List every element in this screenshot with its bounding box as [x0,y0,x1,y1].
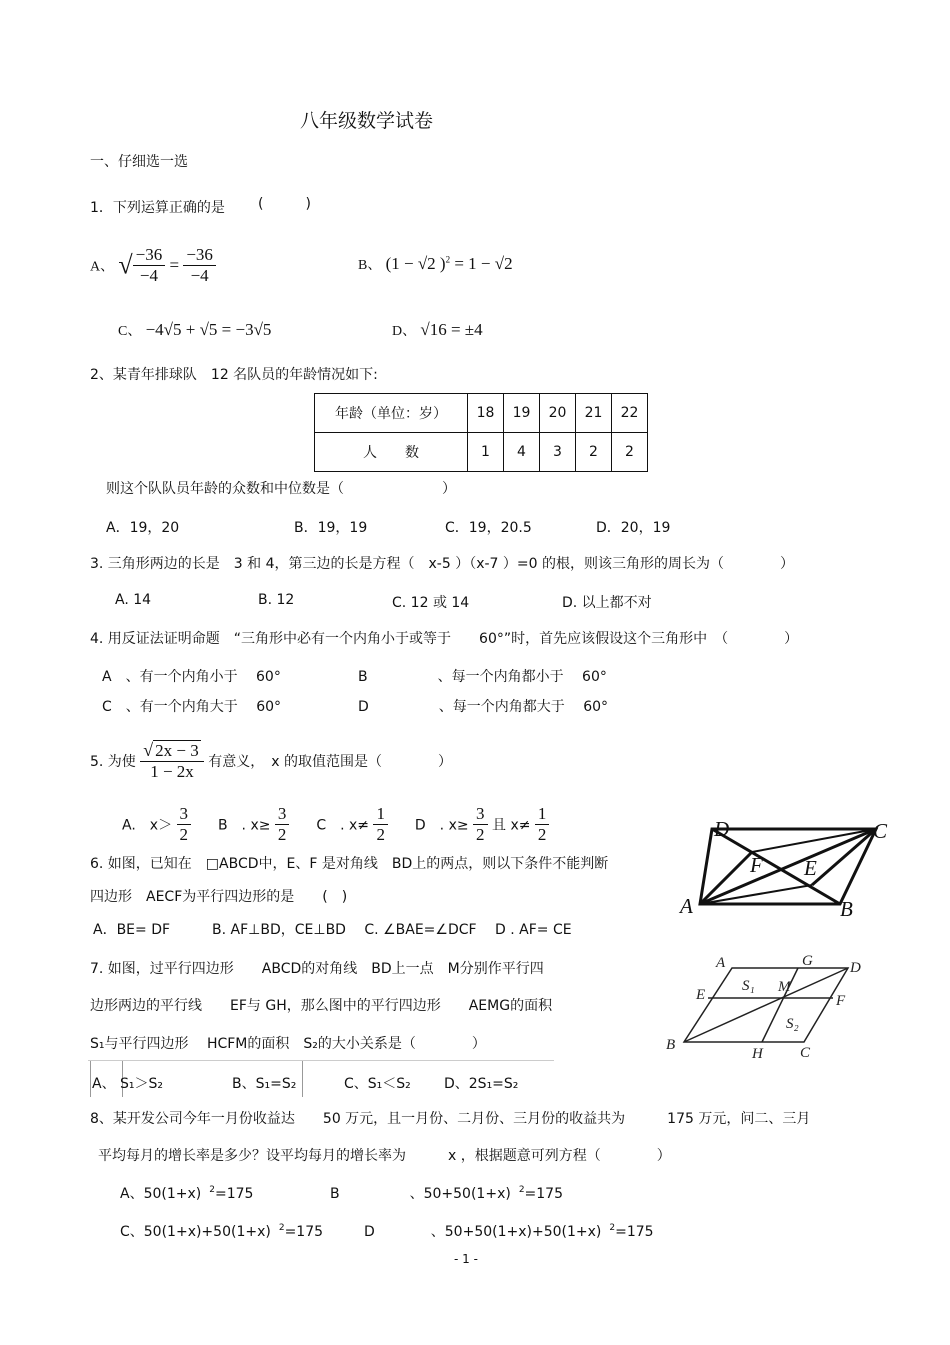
q2-option-c: C．19，20.5 [445,520,532,536]
divider [302,1061,303,1097]
q7-line3: S₁与平行四边形 HCFM的面积 S₂的大小关系是（ ） [90,1036,486,1052]
q1-stem: 1．下列运算正确的是 [90,200,225,216]
label-M: M [778,979,791,995]
label-F: F [750,853,763,877]
q8-b-text: B 、50+50(1+x) [330,1186,511,1202]
q7-option-c: C、S₁＜S₂ [344,1076,411,1092]
table-row [315,394,648,433]
table-cell: 19 [504,394,540,433]
page-number: - 1 - [454,1252,478,1266]
table-cell: 21 [576,394,612,433]
q5-post: 有意义， x 的取值范围是（ ） [208,754,452,770]
table-cell: 1 [468,433,504,472]
q5-frac-n: 1 [373,804,388,825]
q5-frac-d: 2 [376,825,385,844]
q5-frac-n: 3 [177,804,192,825]
table-cell: 20 [540,394,576,433]
q1-a-label: A、 [90,259,115,275]
q4-option-c: C 、有一个内角大于 60° [102,699,282,715]
section-heading: 一、仔细选一选 [90,154,188,170]
label-F: F [836,993,846,1009]
q7-options-row [88,1060,554,1097]
q8-c-tail: =175 [284,1224,324,1240]
table-cell: 2 [612,433,648,472]
q7-option-d: D、2S₁=S₂ [444,1076,519,1092]
q5-frac-d: 2 [537,825,547,844]
q8-sup: 2 [609,1223,616,1234]
table-cell: 22 [612,394,648,433]
q7-option-a: A、 S₁＞S₂ [92,1076,164,1092]
q1-a-num1: −36 [133,245,166,266]
q5-option-a: A. x＞ [122,817,173,834]
q5-options [122,804,549,845]
q1-paren: ( ) [258,196,311,212]
q5-d-mid: 且 x≠ [492,817,531,834]
q6-options: A．BE= DF B. AF⊥BD，CE⊥BD C. ∠BAE=∠DCF D . AF= CE [93,922,572,938]
q8-line1: 8、某开发公司今年一月份收益达 50 万元，且一月份、二月份、三月份的收益共为 175 万元，问二、三月 [90,1111,811,1127]
q8-sup: 2 [278,1223,285,1234]
table-cell: 4 [504,433,540,472]
q7-line1: 7. 如图，过平行四边形 ABCD的对角线 BD上一点 M分别作平行四 [90,961,544,977]
q5-frac-d: 2 [277,825,287,844]
q4-option-a: A 、有一个内角小于 60° [102,669,281,685]
q1-c-label: C、 [118,324,142,339]
parallelogram-figure-q7 [660,948,875,1066]
q1-a-den1: −4 [139,266,158,285]
parallelogram-figure-q6 [676,812,896,920]
q5-num: 2x − 3 [155,741,199,760]
label-B: B [840,897,853,920]
q8-b-tail: =175 [524,1186,563,1202]
q4-option-d: D 、每一个内角都大于 60° [358,699,609,715]
label-D: D [714,817,730,841]
q1-a-radical: √ $\frac{-36}{-4}$ [118,245,165,286]
label-H: H [752,1046,763,1062]
q8-sup: 2 [209,1185,215,1196]
table-header-age: 年龄（单位：岁） [315,394,468,433]
q8-a-tail: =175 [214,1186,254,1202]
q1-a-eq: = [169,255,180,275]
label-E: E [696,987,706,1003]
table-cell: 3 [540,433,576,472]
q8-sup: 2 [518,1185,525,1196]
q8-line2: 平均每月的增长率是多少？设平均每月的增长率为 x ，根据题意可列方程（ ） [98,1148,671,1164]
q2-question: 则这个队队员年龄的众数和中位数是（ ） [106,481,456,497]
q1-b-inner: (1 − √2 ) [385,254,446,273]
q1-option-b [358,254,513,274]
q1-a-num2: −36 [183,245,216,266]
table-row [315,433,648,472]
divider [90,1061,91,1097]
q1-d-label: D、 [392,324,417,339]
q5-option-b: B . x≥ [217,817,271,834]
label-C: C [800,1045,811,1061]
q1-c-expr: −4√5 + √5 = −3√5 [145,320,272,339]
label-C: C [873,819,888,843]
q5-option-c: C . x≠ [316,817,370,834]
q3-option-b: B. 12 [258,592,295,608]
table-cell: 18 [468,394,504,433]
q1-option-a [90,245,216,286]
q1-a-den2: −4 [190,266,209,285]
q1-d-expr: √16 = ±4 [420,320,483,339]
q5-frac-d: 2 [476,825,485,844]
q7-option-b: B、S₁=S₂ [232,1076,297,1092]
q2-option-d: D．20，19 [596,520,671,536]
label-S2: S₂ [786,1016,799,1032]
age-table [314,393,648,472]
q5-frac-n: 3 [275,804,290,825]
q5-frac-n: 3 [473,804,488,825]
q1-b-label: B、 [358,258,382,273]
table-cell: 2 [576,433,612,472]
q7-line2: 边形两边的平行线 EF与 GH，那么图中的平行四边形 AEMG的面积 [90,998,553,1014]
q1-option-d [392,320,483,340]
q8-option-a [120,1183,253,1203]
q8-a-text: A、50(1+x) [120,1186,202,1202]
label-E: E [804,856,817,880]
q8-option-d [364,1221,654,1241]
q8-d-text: D 、50+50(1+x)+50(1+x) [364,1224,602,1240]
q5-option-d: D . x≥ [414,817,469,834]
label-S1: S₁ [742,978,755,994]
q6-line2: 四边形 AECF为平行四边形的是 ( ) [90,889,348,905]
q3-stem: 3. 三角形两边的长是 3 和 4，第三边的长是方程（ x-5 ）（x-7 ）=0 的根，则该三角形的周长为（ ） [90,556,794,572]
q5-pre: 5. 为使 [90,754,136,770]
page-title: 八年级数学试卷 [300,110,434,132]
q2-stem: 2、某青年排球队 12 名队员的年龄情况如下: [90,367,378,383]
q8-d-tail: =175 [615,1224,654,1240]
q1-b-sup: 2 [445,254,451,265]
q6-line1: 6. 如图，已知在 □ABCD中，E、F 是对角线 BD上的两点，则以下条件不能判断 [90,856,609,872]
q2-option-a: A．19，20 [106,520,180,536]
q3-option-a: A. 14 [115,592,152,608]
label-D: D [850,960,861,976]
q8-option-b [330,1183,563,1203]
q5-den: 1 − 2x [150,762,194,781]
label-A: A [716,955,726,971]
q4-option-b: B 、每一个内角都小于 60° [358,669,607,685]
q8-c-text: C、50(1+x)+50(1+x) [120,1224,271,1240]
q3-option-c: C. 12 或 14 [392,595,470,611]
label-B: B [666,1037,676,1053]
q1-b-rhs: = 1 − √2 [454,254,513,273]
q1-option-c [118,320,271,340]
q8-option-c [120,1221,323,1241]
q5-frac-d: 2 [179,825,189,844]
q5-frac-n: 1 [535,804,550,825]
q3-option-d: D. 以上都不对 [562,595,652,611]
q4-stem: 4. 用反证法证明命题 “三角形中必有一个内角小于或等于 60°”时，首先应该假设这个三角形中 （ ） [90,631,799,647]
label-G: G [802,953,813,969]
label-A: A [680,894,693,918]
q2-option-b: B．19，19 [294,520,368,536]
q5-stem: 5. 为使 $\frac{√ 2x - 3}{1 - 2x}$ 有意义， x 的取值范围是（ ） [90,740,452,781]
table-header-count: 人 数 [315,433,468,472]
